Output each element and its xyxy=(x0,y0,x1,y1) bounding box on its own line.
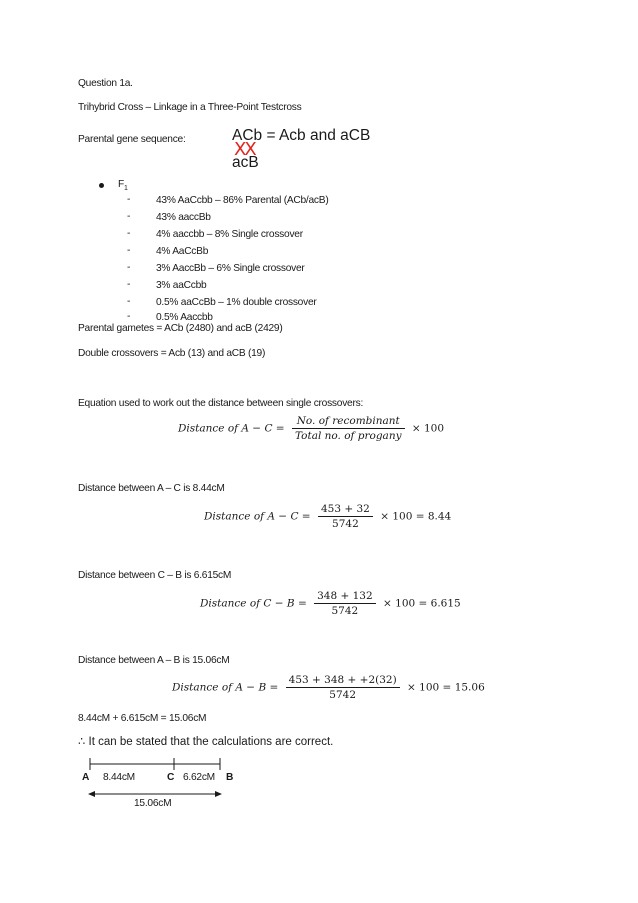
list-item: 3% AaccBb – 6% Single crossover xyxy=(156,263,305,274)
list-dash: - xyxy=(127,211,131,222)
f1-label: $F_1$ xyxy=(118,179,128,193)
list-dash: - xyxy=(127,262,131,273)
distance-ac-label: 8.44cM xyxy=(103,772,135,783)
equation-ab: Distance of A − B = $\frac{453 + 348 + +2(32)}{5742}$ × 100 = 15.06 xyxy=(172,674,485,701)
list-dash: - xyxy=(127,311,131,322)
list-dash: - xyxy=(127,296,131,307)
equation-intro: Equation used to work out the distance between single crossovers: xyxy=(78,398,364,409)
gene-b-label: B xyxy=(226,772,234,783)
list-item: 0.5% Aaccbb xyxy=(156,312,213,323)
question-title: Question 1a. xyxy=(78,78,133,89)
list-dash: - xyxy=(127,228,131,239)
list-item: 43% AaCcbb – 86% Parental (ACb/acB) xyxy=(156,195,329,206)
bullet-dot xyxy=(99,183,104,188)
gene-a-label: A xyxy=(82,772,90,783)
distance-cb-text: Distance between C – B is 6.615cM xyxy=(78,570,232,581)
list-dash: - xyxy=(127,245,131,256)
list-item: 3% aaCcbb xyxy=(156,280,207,291)
subtitle: Trihybrid Cross – Linkage in a Three-Point Testcross xyxy=(78,102,302,113)
distance-ab-text: Distance between A – B is 15.06cM xyxy=(78,655,230,666)
list-item: 0.5% aaCcBb – 1% double crossover xyxy=(156,297,317,308)
equation-cb: Distance of C − B = $\frac{348 + 132}{5742}$ × 100 = 6.615 xyxy=(200,590,461,617)
equation-general: Distance of A − C = $\frac{\text{No. of recombinant}}{\text{Total no. of progany}}$ × 100 xyxy=(178,415,445,442)
parental-sequence: ACb = Acb and aCB xyxy=(232,127,371,144)
equation-ac: Distance of A − C = $\frac{453 + 32}{5742}$ × 100 = 8.44 xyxy=(204,503,452,530)
list-item: 43% aaccBb xyxy=(156,212,211,223)
arrow-left-icon xyxy=(88,791,95,797)
cross-marks: XX xyxy=(234,139,255,160)
conclusion: ∴ It can be stated that the calculations are correct. xyxy=(78,736,334,748)
sum-line: 8.44cM + 6.615cM = 15.06cM xyxy=(78,713,207,724)
total-distance-label: 15.06cM xyxy=(134,798,172,809)
double-crossovers: Double crossovers = Acb (13) and aCB (19) xyxy=(78,348,266,359)
list-item: 4% AaCcBb xyxy=(156,246,209,257)
distance-cb-label: 6.62cM xyxy=(183,772,215,783)
parental-sequence-line2: acB xyxy=(232,154,259,171)
arrow-right-icon xyxy=(215,791,222,797)
list-item: 4% aaccbb – 8% Single crossover xyxy=(156,229,303,240)
parental-gametes: Parental gametes = ACb (2480) and acB (2429) xyxy=(78,323,283,334)
list-dash: - xyxy=(127,194,131,205)
list-dash: - xyxy=(127,279,131,290)
distance-ac-text: Distance between A – C is 8.44cM xyxy=(78,483,225,494)
gene-c-label: C xyxy=(167,772,175,783)
parental-label: Parental gene sequence: xyxy=(78,134,186,145)
